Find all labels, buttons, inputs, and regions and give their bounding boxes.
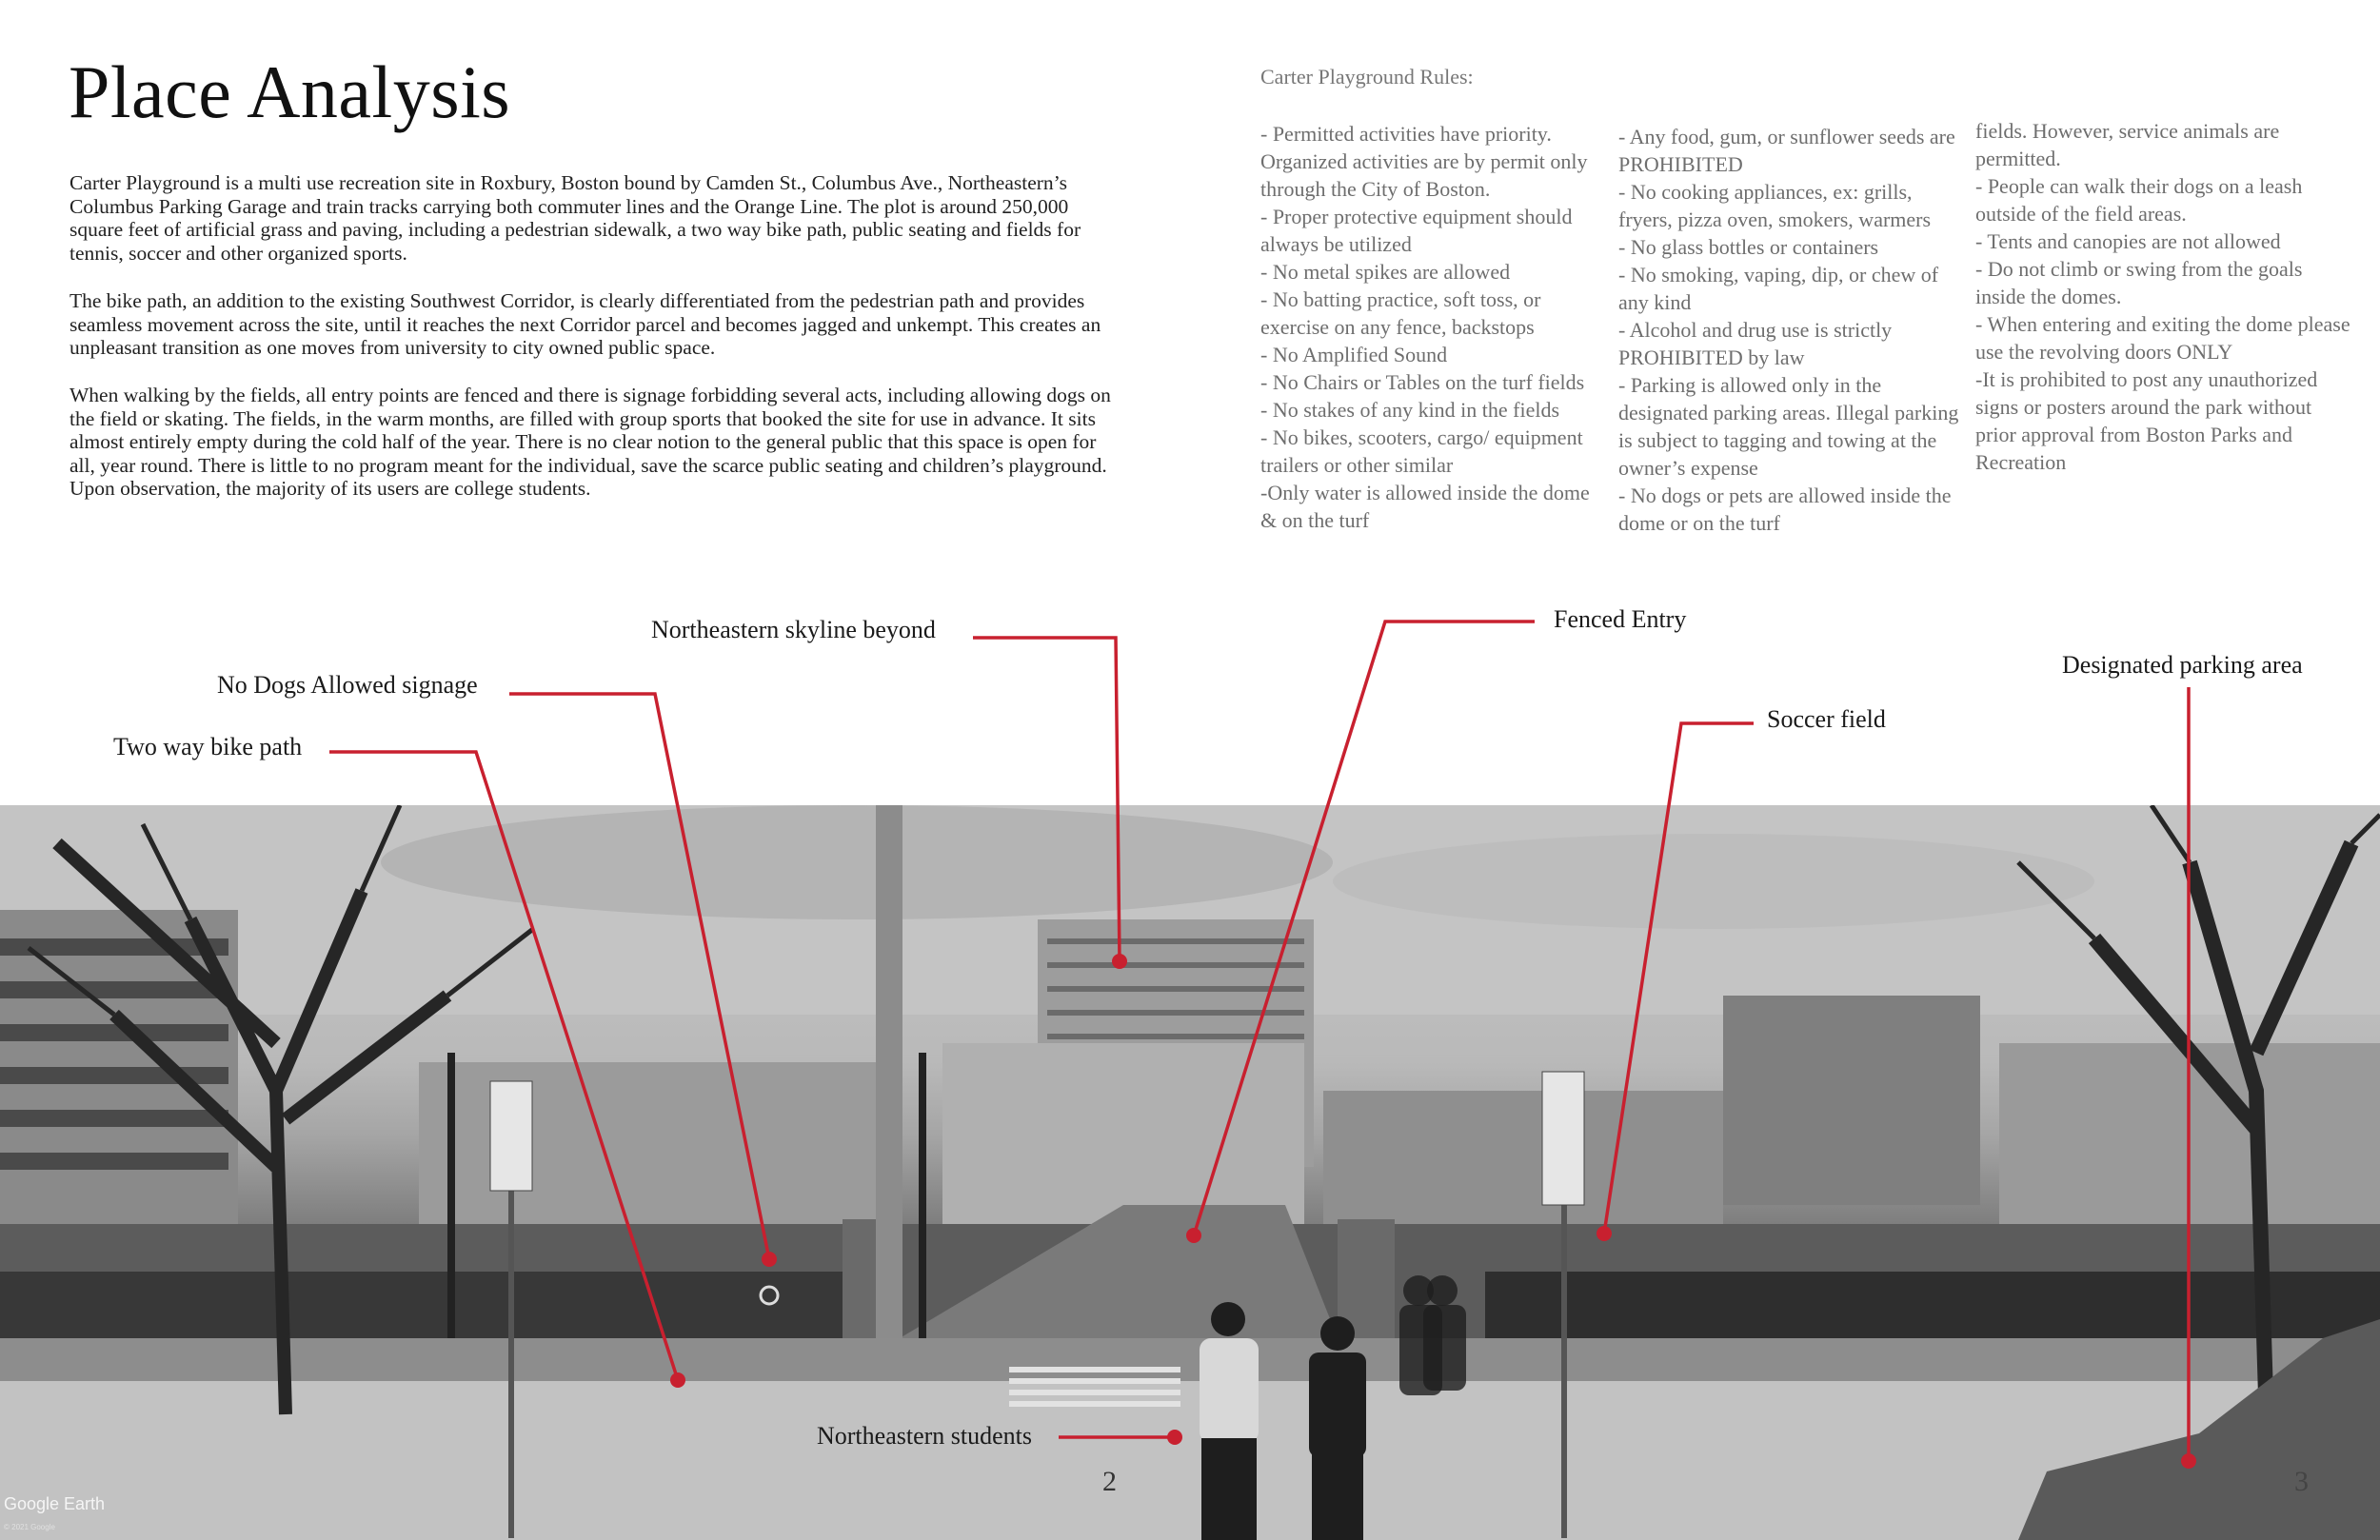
label-skyline: Northeastern skyline beyond — [651, 616, 936, 643]
imagery-credit: © 2021 Google — [4, 1523, 55, 1531]
no-stopping-sign — [490, 1081, 532, 1191]
label-bike-path: Two way bike path — [113, 733, 303, 760]
intro-paragraph-1: Carter Playground is a multi use recreation site in Roxbury, Boston bound by Camden St., Columbus Ave., Northeastern’s Columbus Parking Garage and train tracks carrying both commuter lines and the Orange Line. The plot is around 250,000 square feet of artificial grass and paving, including a pedestrian sidewalk, a two way bike path, public seating and fields for tennis, soccer and other organized sports. — [69, 171, 1081, 265]
rules-column-2 — [1618, 123, 1971, 537]
label-students: Northeastern students — [817, 1422, 1033, 1450]
intro-paragraph-2: The bike path, an addition to the existing Southwest Corridor, is clearly differentiated from the pedestrian path and provides seamless movement across the site, until it reaches the next Corridor parcel and becomes jagged and unkempt. This creates an unpleasant transition as one moves from university to city owned public space. — [69, 289, 1101, 359]
rules-column-1-text: - Permitted activities have priority. Organized activities are by permit only through the City of Boston. - Proper protective equipment should always be utilized - No metal spikes are allowed - No batting practice, soft toss, or exercise on any fence, backstops - No Amplified Sound - No Chairs or Tables on the turf fields - No stakes of any kind in the fields - No bikes, scooters, cargo/ equipment trailers or other similar -Only water is allowed inside the dome & on the turf — [1260, 122, 1590, 532]
label-parking: Designated parking area — [2062, 651, 2303, 679]
building-right-low — [1323, 1091, 1723, 1224]
label-soccer-field: Soccer field — [1767, 705, 1886, 733]
cloud — [381, 805, 1333, 919]
page-number-right: 3 — [2294, 1466, 2309, 1497]
google-earth-watermark: Google Earth — [4, 1494, 106, 1513]
site-photo-illustration — [0, 805, 2380, 1540]
bike-path — [0, 1338, 2380, 1381]
page-title: Place Analysis — [69, 50, 511, 133]
rules-column-3 — [1975, 117, 2356, 476]
label-fenced-entry: Fenced Entry — [1554, 605, 1687, 633]
intro-paragraph-3: When walking by the fields, all entry points are fenced and there is signage forbidding several acts, including allowing dogs on the field or skating. The fields, in the warm months, are filled with group sports that booked the site for use in advance. It sits almost entirely empty during the cold half of the year. There is no clear notion to the general public that this space is open for all, year round. There is little to no program meant for the individual, save the scarce public seating and children’s playground. Upon observation, the majority of its users are college students. — [69, 384, 1111, 500]
light-pole — [447, 1053, 455, 1338]
site-photo — [0, 805, 2380, 1540]
rules-column-3-text: fields. However, service animals are permitted. - People can walk their dogs on a leash outside of the field areas. - Tents and canopies are not allowed - Do not climb or swing from the goals inside the domes. - When entering and exiting the dome please use the revolving doors ONLY -It is prohibited to post any unauthorized signs or posters around the park without prior approval from Boston Parks and Recreation — [1975, 119, 2350, 474]
label-no-dogs: No Dogs Allowed signage — [217, 671, 478, 699]
rules-column-1 — [1260, 120, 1603, 534]
light-pole — [919, 1053, 926, 1338]
rules-heading: Carter Playground Rules: — [1260, 65, 1474, 89]
building-far-right — [1999, 1043, 2380, 1224]
cloud — [1333, 834, 2094, 929]
sidewalk — [0, 1381, 2380, 1540]
page-number-left: 2 — [1102, 1466, 1117, 1497]
fence-left — [0, 1272, 857, 1338]
building-right-mid — [1723, 996, 1980, 1205]
rules-column-2-text: - Any food, gum, or sunflower seeds are PROHIBITED - No cooking appliances, ex: grills, fryers, pizza oven, smokers, warmers - No glass bottles or containers - No smoking, vaping, dip, or chew of any kind - Alcohol and drug use is strictly PROHIBITED by law - Parking is allowed only in the designated parking areas. Illegal parking is subject to tagging and towing at the owner’s expense - No dogs or pets are allowed inside the dome or on the turf — [1618, 125, 1959, 535]
no-parking-sign — [1542, 1072, 1584, 1205]
utility-pole — [876, 805, 902, 1338]
